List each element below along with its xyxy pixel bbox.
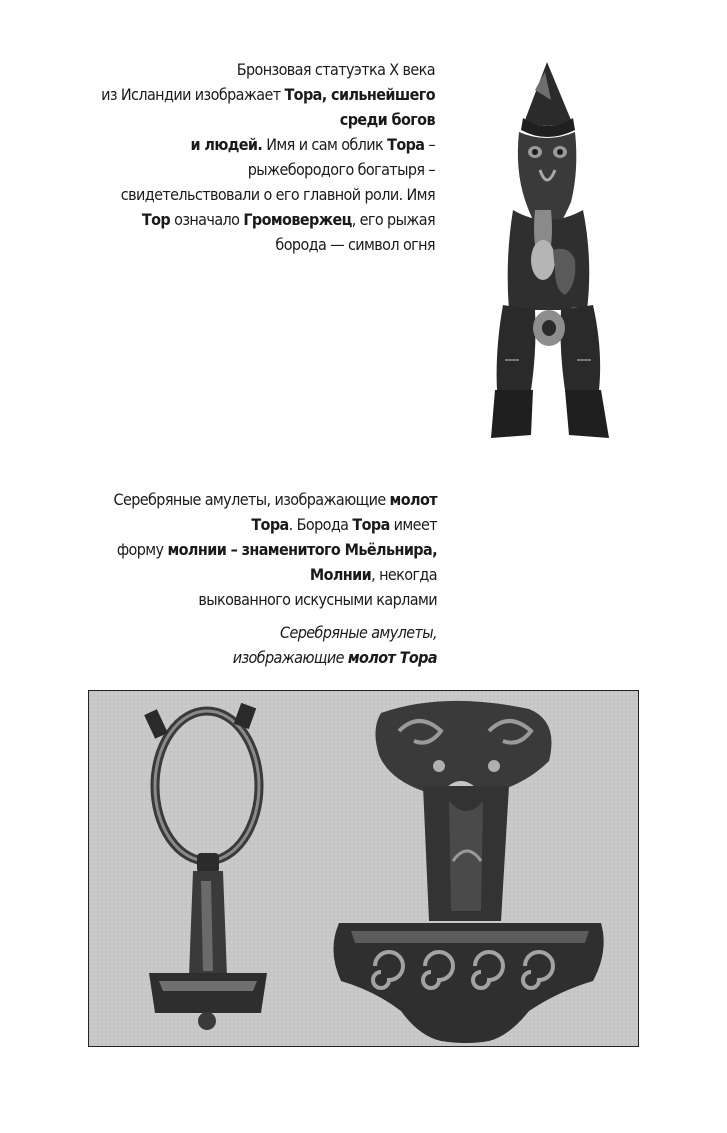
text-run: имеет xyxy=(389,515,437,534)
bold-text-run: Тора xyxy=(251,515,289,534)
text-run: . Борода xyxy=(288,515,353,534)
bold-text-run: молот xyxy=(389,490,437,509)
text-run: означало xyxy=(170,210,244,229)
caption-amulets xyxy=(17,487,437,612)
caption-line xyxy=(17,487,437,512)
amulets-photo xyxy=(88,690,639,1047)
text-run: выкованного искусными карлами xyxy=(198,590,437,609)
text-run: Серебряные амулеты, xyxy=(280,623,437,642)
bold-text-run: молнии – знаменитого Мьёльнира, xyxy=(167,540,437,559)
caption-line xyxy=(35,132,435,157)
caption-line xyxy=(35,182,435,207)
caption-line xyxy=(17,620,437,645)
caption-line xyxy=(35,232,435,257)
bold-text-run: Громовержец xyxy=(243,210,352,229)
bold-text-run: и людей. xyxy=(190,135,263,154)
caption-line xyxy=(17,645,437,670)
text-run: Бронзовая статуэтка X века xyxy=(236,60,435,79)
text-run: из Исландии изображает xyxy=(101,85,285,104)
text-run: рыжебородого богатыря – xyxy=(247,160,435,179)
text-run: – xyxy=(424,135,435,154)
text-run: , его рыжая xyxy=(351,210,435,229)
bold-text-run: Тора xyxy=(352,515,390,534)
bold-text-run: Тор xyxy=(141,210,171,229)
caption-line xyxy=(35,207,435,232)
text-run: Имя и сам облик xyxy=(262,135,388,154)
caption-statue xyxy=(35,57,435,257)
text-run: свидетельствовали о его главной роли. Имя xyxy=(120,185,435,204)
bold-text-run: Тора xyxy=(387,135,425,154)
text-run: Серебряные амулеты, изображающие xyxy=(113,490,390,509)
caption-line xyxy=(17,537,437,562)
caption-line xyxy=(17,587,437,612)
text-run: , некогда xyxy=(371,565,437,584)
thor-statuette-image xyxy=(485,60,615,445)
caption-line xyxy=(17,562,437,587)
text-run: форму xyxy=(116,540,168,559)
caption-photo xyxy=(17,620,437,670)
bold-text-run: Молнии xyxy=(309,565,372,584)
caption-line xyxy=(35,157,435,182)
caption-line xyxy=(35,107,435,132)
bold-text-run: среди богов xyxy=(339,110,435,129)
caption-line xyxy=(17,512,437,537)
bold-text-run: молот Тора xyxy=(347,648,437,667)
caption-line xyxy=(35,82,435,107)
caption-line xyxy=(35,57,435,82)
text-run: изображающие xyxy=(232,648,348,667)
bold-text-run: Тора, сильнейшего xyxy=(284,85,435,104)
text-run: борода — символ огня xyxy=(275,235,435,254)
